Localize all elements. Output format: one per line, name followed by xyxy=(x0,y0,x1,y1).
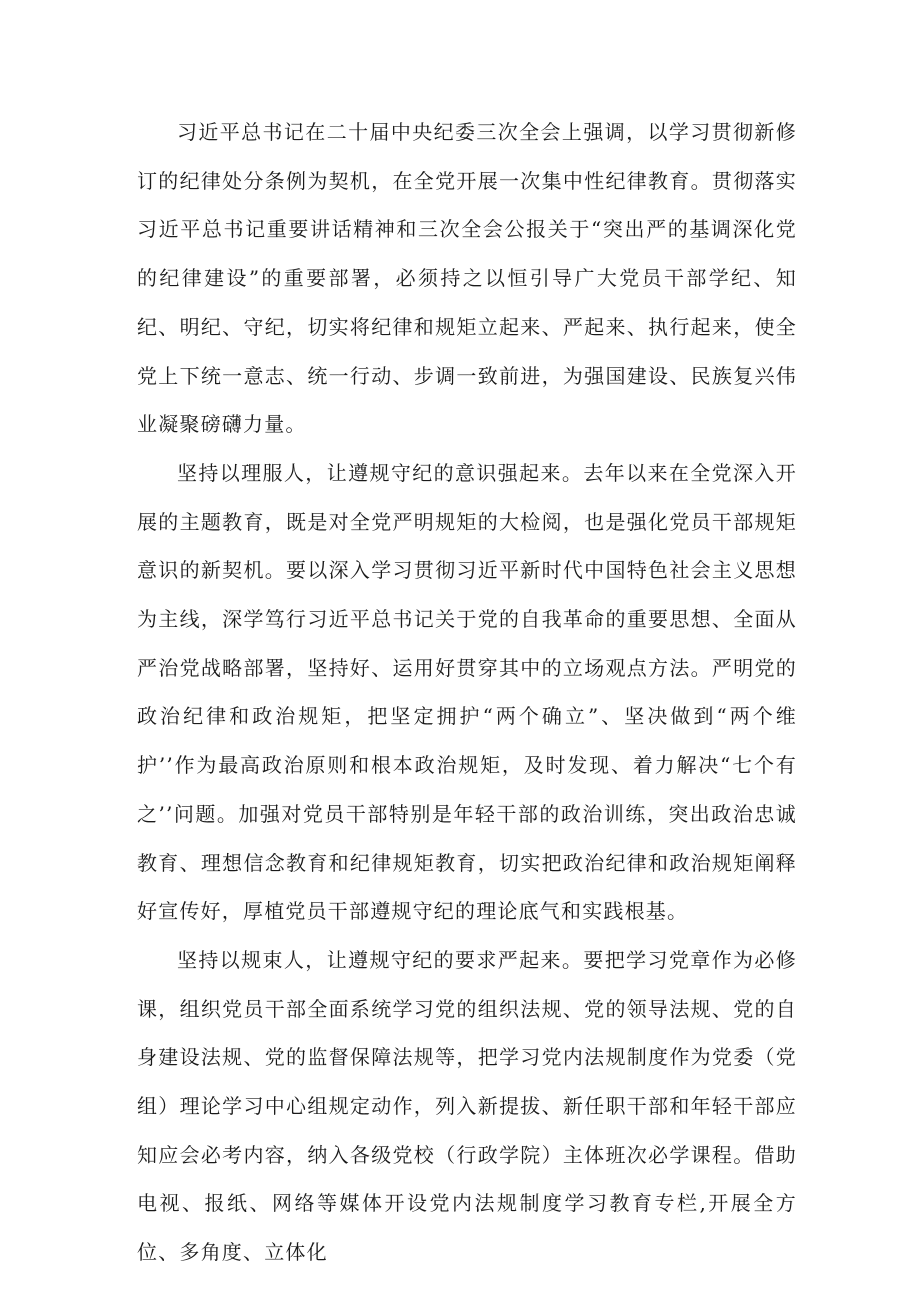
paragraph-2: 坚持以理服人，让遵规守纪的意识强起来。去年以来在全党深入开展的主题教育，既是对全党严明规矩的大检阅，也是强化党员干部规矩意识的新契机。要以深入学习贯彻习近平新时代中国特色社会主义思想为主线，深学笃行习近平总书记关于党的自我革命的重要思想、全面从严治党战略部署，坚持好、运用好贯穿其中的立场观点方法。严明党的政治纪律和政治规矩，把坚定拥护“两个确立”、坚决做到“两个维护’’作为最高政治原则和根本政治规矩，及时发现、着力解决“七个有之’’问题。加强对党员干部特别是年轻干部的政治训练，突出政治忠诚教育、理想信念教育和纪律规矩教育，切实把政治纪律和政治规矩阐释好宣传好，厚植党员干部遵规守纪的理论底气和实践根基。 xyxy=(137,460,797,924)
paragraph-1: 习近平总书记在二十届中央纪委三次全会上强调，以学习贯彻新修订的纪律处分条例为契机，在全党开展一次集中性纪律教育。贯彻落实习近平总书记重要讲话精神和三次全会公报关于“突出严的基调深化党的纪律建设”的重要部署，必须持之以恒引导广大党员干部学纪、知纪、明纪、守纪，切实将纪律和规矩立起来、严起来、执行起来，使全党上下统一意志、统一行动、步调一致前进，为强国建设、民族复兴伟业凝聚磅礴力量。 xyxy=(137,120,797,437)
paragraph-3: 坚持以规束人，让遵规守纪的要求严起来。要把学习党章作为必修课，组织党员干部全面系统学习党的组织法规、党的领导法规、党的自身建设法规、党的监督保障法规等，把学习党内法规制度作为党委（党组）理论学习中心组规定动作，列入新提拔、新任职干部和年轻干部应知应会必考内容，纳入各级党校（行政学院）主体班次必学课程。借助电视、报纸、网络等媒体开设党内法规制度学习教育专栏,开展全方位、多角度、立体化 xyxy=(137,947,797,1265)
document-body xyxy=(137,108,797,1277)
